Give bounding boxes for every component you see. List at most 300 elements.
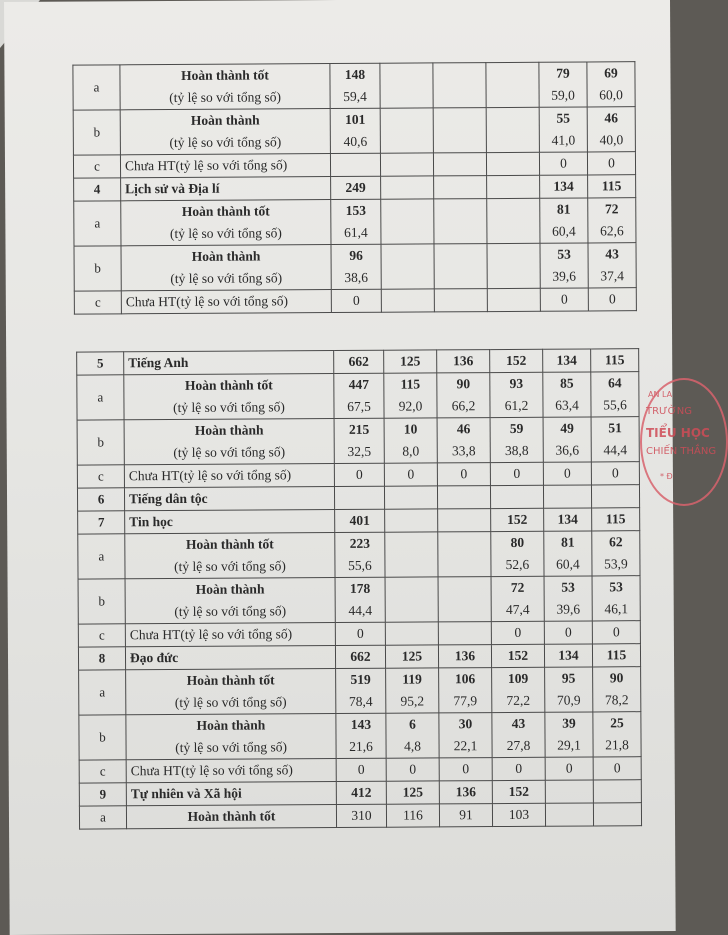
count-value: 143 [350, 716, 372, 732]
value-cell: 0 [592, 621, 640, 644]
percent-value: 66,2 [451, 398, 476, 414]
percent-value: 60,4 [556, 556, 580, 572]
value-cell [545, 712, 593, 757]
value-cell: 115 [591, 349, 639, 372]
count-value: 90 [456, 376, 471, 392]
value-cell [545, 803, 593, 826]
percent-value: 61,4 [344, 224, 368, 240]
value-cell [591, 485, 639, 508]
value-cell [385, 577, 438, 622]
row-label: a [74, 201, 121, 246]
count-value: 72 [510, 579, 525, 595]
value-cell [384, 486, 437, 509]
criterion-name: Hoàn thành [191, 248, 261, 264]
criterion-note: (tỷ lệ so với tổng số) [169, 89, 282, 106]
value-cell: 125 [386, 781, 439, 804]
value-cell [544, 531, 592, 576]
value-cell [433, 108, 486, 153]
criterion-note: (tỷ lệ so với tổng số) [174, 694, 287, 711]
count-value [384, 63, 428, 85]
count-value: 43 [511, 715, 526, 731]
table-row [79, 803, 641, 829]
criterion-cell [124, 351, 334, 375]
percent-value [390, 599, 434, 621]
value-cell: 0 [336, 758, 386, 781]
criterion-name: Chưa HT(tỷ lệ so với tổng số) [130, 762, 293, 779]
criterion-cell [126, 759, 336, 783]
count-value: 64 [608, 375, 622, 391]
value-cell: 0 [437, 463, 490, 486]
percent-value: 21,6 [349, 738, 373, 754]
value-cell [334, 373, 384, 418]
row-label: 5 [77, 352, 124, 375]
table-row [78, 644, 640, 670]
value-cell [438, 622, 491, 645]
table-row [78, 621, 640, 647]
value-cell [591, 372, 639, 417]
percent-value: 46,1 [604, 601, 629, 617]
value-cell [438, 577, 491, 622]
criterion-name: Tự nhiên và Xã hội [130, 785, 242, 802]
count-value: 223 [349, 535, 370, 551]
value-cell [540, 243, 588, 288]
row-label: 9 [79, 783, 126, 806]
value-cell [439, 713, 492, 758]
count-value: 101 [345, 111, 366, 127]
count-value: 53 [609, 579, 623, 595]
value-cell [487, 243, 540, 288]
count-value: 10 [403, 421, 418, 437]
value-cell: 152 [492, 780, 545, 803]
count-value: 106 [454, 671, 476, 687]
table-row [79, 780, 641, 806]
value-cell [592, 576, 640, 621]
value-cell [330, 153, 380, 176]
criterion-name: Tiếng Anh [128, 354, 189, 371]
criterion-name: Hoàn thành tốt [184, 377, 273, 393]
percent-value: 40,0 [599, 132, 624, 148]
table-row [77, 417, 639, 465]
criterion-cell [124, 374, 334, 420]
criterion-name: Chưa HT(tỷ lệ so với tổng số) [128, 467, 292, 484]
value-cell [434, 289, 487, 312]
count-value [442, 532, 486, 554]
value-cell [591, 417, 639, 462]
count-value [438, 199, 482, 221]
table-row [73, 107, 635, 155]
stamp-text: TRƯỜNG [646, 406, 692, 417]
value-cell [385, 622, 438, 645]
value-cell: 116 [386, 804, 439, 827]
value-cell [380, 153, 433, 176]
value-cell [593, 667, 641, 712]
value-cell [588, 243, 636, 288]
row-label: a [79, 806, 126, 829]
value-cell [487, 175, 540, 198]
value-cell [434, 176, 487, 199]
percent-value: 41,0 [551, 132, 576, 148]
value-cell [588, 198, 636, 243]
value-cell [334, 486, 384, 509]
percent-value: 60,4 [552, 223, 576, 239]
value-cell [335, 577, 385, 622]
value-cell: 0 [543, 462, 591, 485]
count-value: 43 [605, 246, 619, 262]
table-row [77, 485, 639, 511]
percent-value: 61,2 [504, 397, 529, 413]
percent-value: 63,4 [555, 397, 579, 413]
count-value [490, 63, 534, 85]
value-cell [539, 107, 587, 152]
criterion-name: Hoàn thành [190, 112, 260, 128]
criterion-name: Chưa HT(tỷ lệ so với tổng số) [125, 293, 289, 310]
row-label: c [77, 465, 124, 488]
row-label: c [73, 155, 120, 178]
value-cell [434, 244, 487, 289]
value-cell [593, 780, 641, 803]
count-value [390, 577, 434, 599]
value-cell: 0 [490, 462, 543, 485]
value-cell [336, 713, 386, 758]
percent-value: 36,6 [555, 442, 580, 458]
percent-value: 32,5 [347, 443, 372, 459]
document-page [4, 0, 676, 935]
value-cell: 115 [592, 644, 640, 667]
table-row [79, 667, 641, 715]
percent-value [443, 599, 487, 621]
value-cell [545, 667, 593, 712]
count-value: 80 [510, 534, 525, 550]
percent-value: 53,9 [604, 556, 628, 572]
count-value: 95 [561, 670, 576, 686]
percent-value: 78,4 [348, 693, 373, 709]
criterion-name: Đạo đức [129, 649, 179, 666]
count-value: 215 [348, 421, 370, 437]
value-cell: 0 [384, 463, 437, 486]
count-value: 85 [560, 375, 574, 391]
count-value: 115 [400, 376, 421, 392]
value-cell [335, 532, 385, 577]
count-value: 81 [556, 201, 571, 217]
criterion-name: Lịch sử và Địa lí [125, 180, 220, 197]
criterion-cell [124, 464, 334, 488]
value-cell [386, 713, 439, 758]
value-cell [384, 418, 437, 463]
value-cell [438, 532, 491, 577]
percent-value [385, 221, 429, 243]
criterion-name: Hoàn thành tốt [181, 67, 269, 83]
value-cell [486, 107, 539, 152]
value-cell: 125 [385, 645, 438, 668]
percent-value: 4,8 [404, 738, 422, 754]
value-cell [330, 108, 380, 153]
percent-value: 67,5 [347, 398, 371, 414]
percent-value: 72,2 [506, 692, 531, 708]
value-cell: 0 [334, 463, 384, 486]
percent-value [491, 85, 535, 107]
value-cell [381, 199, 434, 244]
value-cell: 401 [335, 509, 385, 532]
count-value: 119 [402, 671, 422, 687]
percent-value: 40,6 [343, 133, 368, 149]
row-label: c [74, 291, 121, 314]
percent-value: 60,0 [599, 87, 623, 103]
count-value: 519 [350, 671, 371, 687]
row-label: c [79, 760, 126, 783]
count-value: 153 [345, 202, 366, 218]
percent-value: 44,4 [348, 602, 373, 618]
criterion-cell [126, 669, 336, 715]
count-value: 46 [456, 421, 471, 437]
criterion-note: (tỷ lệ so với tổng số) [173, 399, 285, 416]
count-value: 6 [409, 716, 416, 732]
count-value: 46 [604, 110, 619, 126]
table-row [74, 243, 636, 291]
count-value [491, 244, 535, 266]
value-cell [544, 576, 592, 621]
value-cell [330, 63, 380, 108]
value-cell [543, 417, 591, 462]
row-label: 8 [78, 647, 125, 670]
criterion-note: (tỷ lệ so với tổng số) [169, 134, 282, 151]
criterion-cell [120, 154, 330, 178]
count-value [491, 108, 535, 130]
row-label: 7 [78, 511, 125, 534]
value-cell: 412 [336, 781, 386, 804]
count-value: 30 [458, 716, 473, 732]
percent-value: 62,6 [600, 223, 624, 239]
row-label: b [78, 579, 125, 624]
value-cell [593, 712, 641, 757]
value-cell [433, 153, 486, 176]
percent-value: 29,1 [557, 737, 581, 753]
value-cell [433, 63, 486, 108]
criterion-cell [120, 109, 330, 155]
table-row [78, 576, 640, 624]
results-table-top [72, 61, 637, 314]
value-cell: 115 [588, 175, 636, 198]
percent-value [389, 554, 433, 576]
percent-value: 55,6 [348, 557, 372, 573]
percent-value: 59,0 [551, 87, 575, 103]
table-row [79, 712, 641, 760]
value-cell [487, 198, 540, 243]
value-cell: 0 [540, 288, 588, 311]
percent-value [386, 266, 430, 288]
criterion-name: Hoàn thành [196, 717, 266, 733]
criterion-name: Hoàn thành tốt [186, 672, 275, 688]
value-cell: 134 [540, 175, 588, 198]
value-cell [486, 152, 539, 175]
row-label: b [74, 246, 121, 291]
value-cell [380, 63, 433, 108]
value-cell [490, 372, 543, 417]
value-cell [490, 417, 543, 462]
table-row [79, 757, 641, 783]
stamp-text: * Đ [660, 472, 673, 481]
criterion-cell [125, 623, 335, 647]
value-cell [545, 780, 593, 803]
value-cell [593, 803, 641, 826]
count-value [438, 108, 482, 130]
criterion-cell [126, 782, 336, 806]
value-cell [491, 531, 544, 576]
criterion-name: Hoàn thành [194, 422, 264, 438]
count-value: 51 [608, 420, 622, 436]
count-value: 109 [507, 670, 529, 686]
count-value: 39 [562, 715, 576, 731]
criterion-name: Chưa HT(tỷ lệ so với tổng số) [124, 157, 288, 174]
percent-value [491, 221, 535, 243]
count-value: 25 [610, 715, 624, 731]
percent-value: 38,8 [504, 442, 529, 458]
criterion-cell [126, 714, 336, 760]
percent-value: 95,2 [400, 693, 425, 709]
percent-value [492, 266, 536, 288]
value-cell [543, 372, 591, 417]
stamp-text: TIỂU HỌC [646, 426, 710, 440]
count-value: 55 [556, 110, 571, 126]
value-cell [380, 108, 433, 153]
value-cell [381, 176, 434, 199]
row-label: 4 [74, 178, 121, 201]
table-row [74, 288, 636, 314]
stamp-text: CHIẾN THẮNG [646, 446, 717, 457]
value-cell [381, 289, 434, 312]
value-cell: 136 [438, 645, 491, 668]
table-row [74, 175, 636, 201]
value-cell: 136 [439, 781, 492, 804]
percent-value: 55,6 [603, 397, 627, 413]
value-cell: 134 [544, 644, 592, 667]
value-cell [543, 485, 591, 508]
row-label: a [79, 670, 126, 715]
percent-value [442, 554, 486, 576]
criterion-note: (tỷ lệ so với tổng số) [169, 225, 282, 242]
criterion-note: (tỷ lệ so với tổng số) [174, 603, 287, 620]
value-cell: 115 [592, 508, 640, 531]
count-value [491, 199, 535, 221]
percent-value: 39,6 [552, 268, 577, 284]
value-cell [385, 532, 438, 577]
percent-value: 44,4 [603, 442, 628, 458]
percent-value: 21,8 [605, 737, 629, 753]
percent-value [438, 221, 482, 243]
table-row [78, 531, 640, 579]
value-cell: 91 [439, 804, 492, 827]
table-row [77, 349, 639, 375]
value-cell: 0 [335, 622, 385, 645]
row-label: c [78, 624, 125, 647]
percent-value: 33,8 [451, 443, 476, 459]
percent-value: 77,9 [453, 693, 478, 709]
row-label: b [77, 420, 124, 465]
criterion-name: Tin học [129, 514, 173, 530]
criterion-name: Chưa HT(tỷ lệ so với tổng số) [129, 626, 293, 643]
percent-value: 37,4 [600, 268, 625, 284]
percent-value [438, 130, 482, 152]
criterion-cell [121, 200, 331, 246]
table-row [77, 462, 639, 488]
table-row [73, 62, 635, 110]
count-value [385, 244, 429, 266]
value-cell: 0 [331, 289, 381, 312]
value-cell [587, 62, 635, 107]
criterion-name: Hoàn thành tốt [185, 536, 274, 552]
value-cell: 0 [545, 757, 593, 780]
row-label: a [78, 534, 125, 579]
value-cell: 0 [539, 152, 587, 175]
table-row [77, 372, 639, 420]
count-value: 447 [348, 376, 370, 392]
value-cell [331, 244, 381, 289]
percent-value: 59,4 [343, 88, 367, 104]
count-value [385, 108, 429, 130]
percent-value [385, 130, 429, 152]
count-value: 53 [557, 246, 571, 262]
percent-value: 38,6 [344, 269, 369, 285]
count-value [438, 244, 482, 266]
criterion-cell [125, 578, 335, 624]
percent-value [438, 85, 482, 107]
value-cell [492, 667, 545, 712]
percent-value: 27,8 [506, 737, 531, 753]
count-value: 96 [349, 247, 363, 263]
row-label: a [77, 375, 124, 420]
count-value: 93 [509, 375, 524, 391]
value-cell [439, 668, 492, 713]
criterion-cell [121, 245, 331, 291]
value-cell [334, 418, 384, 463]
value-cell [592, 531, 640, 576]
value-cell [437, 373, 490, 418]
value-cell: 134 [544, 508, 592, 531]
count-value [385, 199, 429, 221]
value-cell [384, 373, 437, 418]
criterion-cell [126, 805, 336, 829]
count-value: 148 [344, 66, 366, 82]
value-cell [540, 198, 588, 243]
value-cell: 134 [543, 349, 591, 372]
value-cell: 0 [587, 152, 635, 175]
criterion-note: (tỷ lệ so với tổng số) [173, 444, 286, 461]
table-row [74, 198, 636, 246]
value-cell [331, 199, 381, 244]
value-cell: 0 [544, 621, 592, 644]
count-value [389, 532, 433, 554]
count-value [437, 63, 481, 85]
value-cell [438, 509, 491, 532]
percent-value: 39,6 [556, 601, 581, 617]
value-cell: 152 [491, 508, 544, 531]
percent-value: 47,4 [505, 601, 530, 617]
table-row [73, 152, 635, 178]
count-value: 90 [609, 670, 624, 686]
criterion-cell [121, 290, 331, 314]
percent-value: 8,0 [402, 443, 420, 459]
value-cell [385, 509, 438, 532]
value-cell: 0 [492, 757, 545, 780]
count-value: 62 [609, 534, 623, 550]
value-cell [490, 485, 543, 508]
count-value: 81 [561, 534, 575, 550]
criterion-name: Hoàn thành [195, 581, 265, 597]
value-cell: 249 [331, 176, 381, 199]
percent-value [439, 266, 483, 288]
percent-value [491, 130, 535, 152]
percent-value: 78,2 [604, 692, 629, 708]
value-cell [381, 244, 434, 289]
